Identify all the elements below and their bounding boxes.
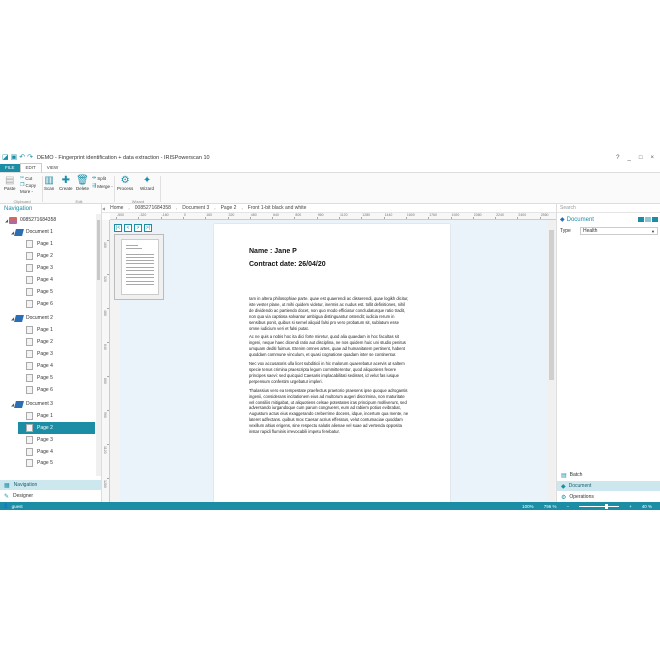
tree-page[interactable]: Page 1 xyxy=(0,410,95,422)
first-page-button[interactable]: |< xyxy=(115,225,121,231)
ruler-label: 640 xyxy=(103,344,107,350)
thumbnail-line xyxy=(126,277,154,278)
type-label: Type xyxy=(560,228,571,234)
ruler-label: 160 xyxy=(103,242,107,248)
page-icon xyxy=(26,288,33,296)
document-page xyxy=(214,224,450,502)
tree-page[interactable]: Page 1 xyxy=(0,238,95,250)
status-scale: 796 % xyxy=(543,503,557,509)
page-icon xyxy=(26,276,33,284)
page-icon xyxy=(26,436,33,444)
tab-view[interactable]: VIEW xyxy=(46,165,59,170)
page-icon xyxy=(26,412,33,420)
ruler-label: 960 xyxy=(317,213,324,217)
page-thumbnail[interactable] xyxy=(114,234,164,300)
trash-icon: 🗑 xyxy=(76,175,89,186)
tree-page[interactable]: Page 4 xyxy=(0,446,95,458)
ruler-label: 1120 xyxy=(103,446,107,454)
canvas-scrollbar[interactable] xyxy=(548,220,555,502)
thumbnail-line xyxy=(126,281,154,282)
page-icon xyxy=(26,424,33,432)
user-icon: 👤 xyxy=(3,503,9,508)
thumbnail-line xyxy=(126,260,154,261)
wand-icon: ✦ xyxy=(142,175,152,186)
breadcrumb-side[interactable]: Front 1-bit black and white xyxy=(247,205,307,211)
ruler-label: 2080 xyxy=(473,213,482,217)
tree-scrollbar[interactable] xyxy=(96,214,101,476)
tree-page[interactable]: Page 2 xyxy=(0,250,95,262)
thumbnail-line xyxy=(126,284,154,285)
page-icon xyxy=(26,386,33,394)
view-toggle xyxy=(638,217,658,222)
tree-page[interactable]: Page 1 xyxy=(0,324,95,336)
split-button[interactable]: ⇹ Split xyxy=(92,175,106,181)
ruler-label: 1920 xyxy=(451,213,460,217)
logo-icon: ◪ xyxy=(2,154,9,161)
tree-batch[interactable]: ◢ 0085271684358 xyxy=(4,217,57,223)
redo-icon[interactable]: ↷ xyxy=(27,154,33,161)
page-icon xyxy=(26,362,33,370)
document-icon xyxy=(14,315,24,322)
maximize-button[interactable]: □ xyxy=(638,155,643,161)
detail-view-icon[interactable] xyxy=(652,217,658,222)
cut-icon: ✂ xyxy=(20,175,25,181)
document-icon: ◆ xyxy=(561,483,566,490)
tree-page[interactable]: Page 4 xyxy=(0,274,95,286)
tree-page[interactable]: Page 5 xyxy=(0,286,95,298)
cut-button[interactable]: ✂ Cut xyxy=(20,175,33,181)
ribbon-tabs xyxy=(0,164,660,172)
tree-page[interactable]: Page 4 xyxy=(0,360,95,372)
scrollbar-thumb[interactable] xyxy=(97,220,100,280)
scan-button[interactable]: ▥ Scan xyxy=(44,175,55,191)
breadcrumb-separator-icon: › xyxy=(214,205,216,211)
document-icon xyxy=(14,401,24,408)
vertical-ruler xyxy=(102,220,110,502)
breadcrumb xyxy=(102,204,556,213)
status-zoom: 100% xyxy=(522,503,534,509)
page-icon xyxy=(26,338,33,346)
window-title: DEMO - Fingerprint identification + data extraction - IRISPowerscan 10 xyxy=(37,155,210,161)
zoom-out-icon[interactable]: − xyxy=(566,503,570,509)
document-canvas[interactable] xyxy=(110,220,556,502)
delete-button[interactable]: 🗑 Delete xyxy=(76,175,90,191)
thumbnail-line xyxy=(126,267,154,268)
ruler-label: 480 xyxy=(250,213,257,217)
ruler-label: 1440 xyxy=(384,213,393,217)
page-icon xyxy=(26,374,33,382)
thumbnail-line xyxy=(126,254,154,255)
document-icon: ◆ xyxy=(560,217,565,223)
thumbnail-line xyxy=(126,248,142,249)
thumbnail-navigation xyxy=(114,224,152,232)
page-icon xyxy=(26,252,33,260)
ruler-label: 2400 xyxy=(518,213,527,217)
ruler-label: 1280 xyxy=(362,213,371,217)
breadcrumb-separator-icon: › xyxy=(241,205,243,211)
document-icon xyxy=(14,229,24,236)
collapse-icon[interactable]: ◢ xyxy=(10,229,15,235)
wizard-group-label: Wizard xyxy=(131,199,145,204)
status-user: guest xyxy=(11,503,23,509)
ruler-label: 320 xyxy=(228,213,235,217)
status-bar xyxy=(0,502,660,510)
ruler-label: 960 xyxy=(103,412,107,418)
edit-group xyxy=(44,174,114,204)
ribbon-divider xyxy=(160,176,161,202)
page-paragraph: Nec vox accusatoris ulla licet subditicii in hic malorum quaerebatur acervis ut saltem specie tenus crimina praescripta legum committerentur, quod aliquotiens fecere principes saevi: sed quicquid Caesaris implacabilitati sedisset, id velut fas iusque perpensum confestim urgebatur impleri. xyxy=(249,361,405,384)
minimize-button[interactable]: _ xyxy=(627,155,631,161)
ruler-label: 640 xyxy=(273,213,279,217)
tree-page[interactable]: Page 5 xyxy=(0,372,95,384)
breadcrumb-home[interactable]: Home xyxy=(110,205,124,211)
page-icon xyxy=(26,326,33,334)
navigation-tree xyxy=(0,214,101,476)
clipboard-group xyxy=(2,174,42,204)
batch-icon xyxy=(9,217,17,224)
page-name-field: Name : Jane P xyxy=(249,248,297,255)
thumbnail-line xyxy=(126,270,154,271)
panel-tab-document[interactable]: ◆ Document xyxy=(557,481,660,491)
ruler-label: 0 xyxy=(183,213,186,217)
tree-document-1[interactable]: ◢ Document 1 xyxy=(10,229,53,235)
page-icon xyxy=(26,459,33,467)
ruler-label: 320 xyxy=(103,276,107,282)
list-view-icon[interactable] xyxy=(645,217,651,222)
page-body-text xyxy=(249,296,409,438)
type-row xyxy=(560,227,658,235)
next-page-button[interactable]: > xyxy=(134,224,142,232)
ruler-label: 2560 xyxy=(540,213,549,217)
copy-button[interactable]: ❐ Copy xyxy=(20,182,36,188)
type-select[interactable]: Health ▼ xyxy=(580,227,658,235)
panel-tab-operations[interactable]: ⚙ Operations xyxy=(561,494,594,501)
gears-icon: ⚙ xyxy=(120,175,130,186)
ribbon-divider xyxy=(114,176,115,202)
ruler-label: 800 xyxy=(295,213,302,217)
tree-page[interactable]: Page 6 xyxy=(0,298,95,310)
ruler-label: 480 xyxy=(103,310,107,316)
page-icon xyxy=(26,300,33,308)
ruler-label: 2240 xyxy=(496,213,504,217)
collapse-icon[interactable]: ◢ xyxy=(4,217,9,223)
panel-tab-navigation[interactable]: ▦ Navigation xyxy=(0,480,101,490)
tree-page[interactable]: Page 3 xyxy=(0,262,95,274)
designer-icon: ✎ xyxy=(4,493,10,500)
ruler-label: 1280 xyxy=(103,480,107,488)
breadcrumb-separator-icon: › xyxy=(128,205,130,211)
zoom-slider-knob[interactable] xyxy=(605,504,608,509)
last-page-button[interactable]: >| xyxy=(145,225,151,231)
tree-page[interactable]: Page 2 xyxy=(0,336,95,348)
copy-icon: ❐ xyxy=(20,182,25,188)
breadcrumb-separator-icon: › xyxy=(175,205,178,211)
scan-icon: ▥ xyxy=(44,175,54,186)
merge-icon: ⇶ xyxy=(92,183,97,189)
zoom-in-icon[interactable]: + xyxy=(629,503,632,509)
page-icon xyxy=(26,448,33,456)
collapse-icon[interactable]: ◢ xyxy=(10,401,15,407)
document-properties-title: ◆ Document xyxy=(560,216,594,223)
page-icon xyxy=(26,350,33,358)
status-zoom-percent: 40 % xyxy=(641,503,652,509)
breadcrumb-document[interactable]: Document 3 xyxy=(182,205,210,211)
page-paragraph: Iam in altera philosophiae parte. quae est quaerendi ac disserendi, quae logikh dicitur, iste vester plane, ut mihi quidem videtur, inermis ac nudus est. tollit definitiones, nihil de dividendo ac partiendo docet, non quo modo efficiatur concludaturque ratio tradit, non qua via captiosa solvantur ambigua distinguantur ostendit; iudicia rerum in sensibus ponit, quibus si semel aliquid falsi pro vero probatum sit, sublatum esse omne iudicium veri et falsi putat. xyxy=(249,296,409,331)
thumbnail-line xyxy=(126,263,154,264)
merge-button[interactable]: ⇶ Merge - xyxy=(92,183,113,189)
ruler-label: 800 xyxy=(103,378,107,384)
ribbon-divider xyxy=(42,176,43,202)
horizontal-ruler xyxy=(110,213,556,220)
thumbnail-line xyxy=(126,257,154,258)
tree-page[interactable]: Page 5 xyxy=(0,458,95,467)
ruler-label: -320 xyxy=(139,213,147,217)
save-icon[interactable]: ▣ xyxy=(10,154,18,161)
zoom-slider[interactable] xyxy=(579,506,619,507)
tree-page[interactable]: Page 3 xyxy=(0,348,95,360)
thumbnail-line xyxy=(126,245,138,246)
tree-page-selected[interactable]: Page 2 xyxy=(18,422,95,434)
breadcrumb-batch[interactable]: 0085271684358 xyxy=(134,205,171,211)
paste-icon: ▤ xyxy=(5,175,15,186)
tree-document-3[interactable]: ◢ Document 3 xyxy=(10,401,53,407)
ribbon xyxy=(0,172,660,204)
app-window xyxy=(0,152,660,510)
split-icon: ⇹ xyxy=(92,175,97,181)
create-button[interactable]: ✚ Create xyxy=(59,175,73,191)
title-bar xyxy=(0,152,660,164)
batch-icon: ▤ xyxy=(561,472,567,479)
breadcrumb-page[interactable]: Page 2 xyxy=(220,205,237,211)
page-icon xyxy=(26,264,33,272)
tree-page[interactable]: Page 6 xyxy=(0,384,95,396)
help-button[interactable]: ? xyxy=(616,155,620,161)
scrollbar-thumb[interactable] xyxy=(549,230,554,380)
previous-page-button[interactable]: < xyxy=(124,224,132,232)
wizard-button[interactable]: ✦ Wizard xyxy=(140,175,155,191)
tree-document-2[interactable]: ◢ Document 2 xyxy=(10,315,53,321)
collapse-icon[interactable]: ◢ xyxy=(10,315,15,321)
tab-edit[interactable]: EDIT xyxy=(20,163,42,172)
undo-icon[interactable]: ↶ xyxy=(19,154,26,161)
paste-button[interactable]: ▤ Paste xyxy=(4,175,16,191)
page-paragraph: Ac ne quis a nobis hoc ita dici forte miretur, quod alia quaedam in hoc facultas sit ingeni, neque haec dicendi ratio aut disciplina, ne nos quidem huic uni studio penitus umquam dediti fuimus. Etenim omnes artes, quae ad humanitatem pertinent, habent quoddam commune vinculum, et quasi cognatione quadam inter se continentur. xyxy=(249,334,406,358)
wizard-group xyxy=(116,174,160,204)
search-input[interactable]: Search xyxy=(557,204,660,213)
ruler-label: -160 xyxy=(161,213,169,217)
panel-tab-designer[interactable]: ✎ Designer xyxy=(4,493,34,500)
close-button[interactable]: × xyxy=(650,155,654,161)
clipboard-group-label: Clipboard xyxy=(13,199,31,204)
navigation-title: Navigation xyxy=(4,206,33,212)
page-contract-date-field: Contract date: 26/04/20 xyxy=(249,261,326,268)
more-button[interactable]: More - xyxy=(20,189,34,194)
thumbnail-page xyxy=(121,239,159,295)
ruler-label: 1120 xyxy=(340,213,348,217)
ruler-label: 1760 xyxy=(429,213,437,217)
breadcrumb-back-icon[interactable]: ◀ xyxy=(102,205,106,211)
operations-icon: ⚙ xyxy=(561,494,567,501)
page-paragraph: Thalassius vero ea tempestate praefectus praetorio praesens ipse quoque adrogantis ingenii, considerans incitationem eius ad multorum augeri discrimina, non maturitate vel consiliis mitigabat, ut aliquotiens celsae potestates iras principum molliverunt, sed adversando iurgandoque cum parum congrueret, eum ad rabiem potius evibrabat, Augustum actus eius exaggerando creberrime docens, idque, incertum qua mente, ne lateret adfectans. quibus mox Caesar acrius efferatus, velut contumaciae quoddam vexillum altius erigens, sine respectu salutis alienae vel suae ad vertenda opposita instar rapidi fluminis irrevocabili impetu ferebatur. xyxy=(249,387,409,435)
page-icon xyxy=(26,240,33,248)
panel-tab-batch[interactable]: ▤ Batch xyxy=(561,472,583,479)
plus-icon: ✚ xyxy=(61,175,70,186)
ruler-label: -500 xyxy=(117,213,125,217)
thumbnail-line xyxy=(126,274,154,275)
grid-view-icon[interactable] xyxy=(638,217,644,222)
chevron-down-icon: ▼ xyxy=(651,228,655,234)
properties-panel xyxy=(556,204,660,504)
edit-group-label: Edit xyxy=(75,199,83,204)
navigation-panel xyxy=(0,204,102,504)
tab-file[interactable]: FILE xyxy=(0,164,20,172)
process-button[interactable]: ⚙ Process xyxy=(117,175,134,191)
navigation-icon: ▦ xyxy=(4,482,10,489)
tree-page[interactable]: Page 3 xyxy=(0,434,95,446)
ruler-label: 1600 xyxy=(406,213,415,217)
ruler-label: 160 xyxy=(206,213,213,217)
